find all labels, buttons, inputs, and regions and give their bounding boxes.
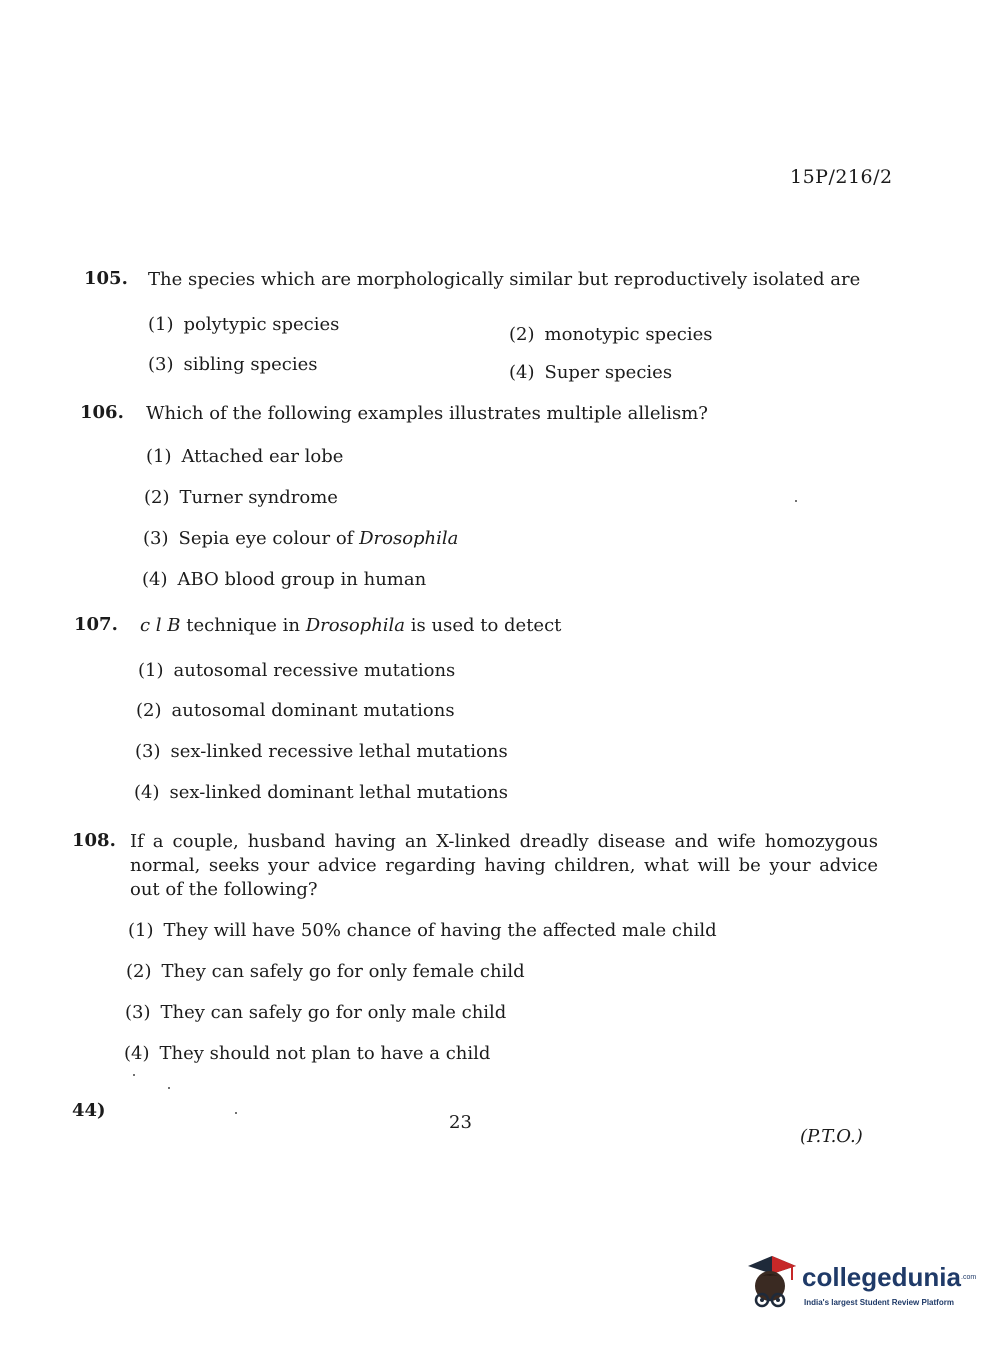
question-stem: c l B technique in Drosophila is used to detect [140,615,562,636]
scan-speck [235,1112,237,1114]
option-3: (3) sex-linked recessive lethal mutations [135,741,508,762]
logo-wordmark: collegedunia [802,1262,961,1292]
question-stem: If a couple, husband having an X-linked dreadly disease and wife homozygous normal, seeks your advice regarding having children, what will be your advice out of the following? [130,831,878,900]
question-106 [80,402,880,602]
scan-speck [795,500,797,502]
collegedunia-logo [742,1252,977,1312]
question-stem: The species which are morphologically similar but reproductively isolated are [148,269,861,290]
logo-dotcom: .com [961,1274,977,1281]
option-3: (3) sibling species [148,354,318,375]
option-4: (4) ABO blood group in human [142,569,427,590]
option-1: (1) autosomal recessive mutations [138,660,456,681]
option-2: (2) autosomal dominant mutations [136,700,455,721]
option-4: (4) sex-linked dominant lethal mutations [134,782,509,803]
question-number: 106. [80,402,124,423]
option-4: (4) They should not plan to have a child [124,1043,491,1064]
option-1: (1) polytypic species [148,314,340,335]
option-2: (2) They can safely go for only female child [126,961,525,982]
option-2: (2) Turner syndrome [144,487,338,508]
question-105 [84,268,884,398]
question-107 [74,614,874,814]
question-108 [72,830,892,1080]
option-2: (2) monotypic species [509,324,713,345]
option-1: (1) Attached ear lobe [146,446,344,467]
logo-tagline: India's largest Student Review Platform [804,1298,954,1307]
paper-code: 15P/216/2 [790,166,893,188]
question-stem: Which of the following examples illustrates multiple allelism? [146,403,708,424]
question-number: 108. [72,830,116,851]
option-1: (1) They will have 50% chance of having the affected male child [128,920,717,941]
question-number: 107. [74,614,118,635]
question-number: 105. [84,268,128,289]
species-name: Drosophila [359,528,459,549]
option-3: (3) They can safely go for only male child [125,1002,507,1023]
option-4: (4) Super species [509,362,673,383]
scan-speck [168,1087,170,1089]
option-3: (3) Sepia eye colour of Drosophila [143,528,459,549]
scan-speck [133,1074,135,1076]
please-turn-over: (P.T.O.) [800,1126,863,1147]
footer-code: 44) [72,1100,106,1121]
page-number: 23 [449,1112,472,1133]
mascot-icon [742,1252,800,1312]
